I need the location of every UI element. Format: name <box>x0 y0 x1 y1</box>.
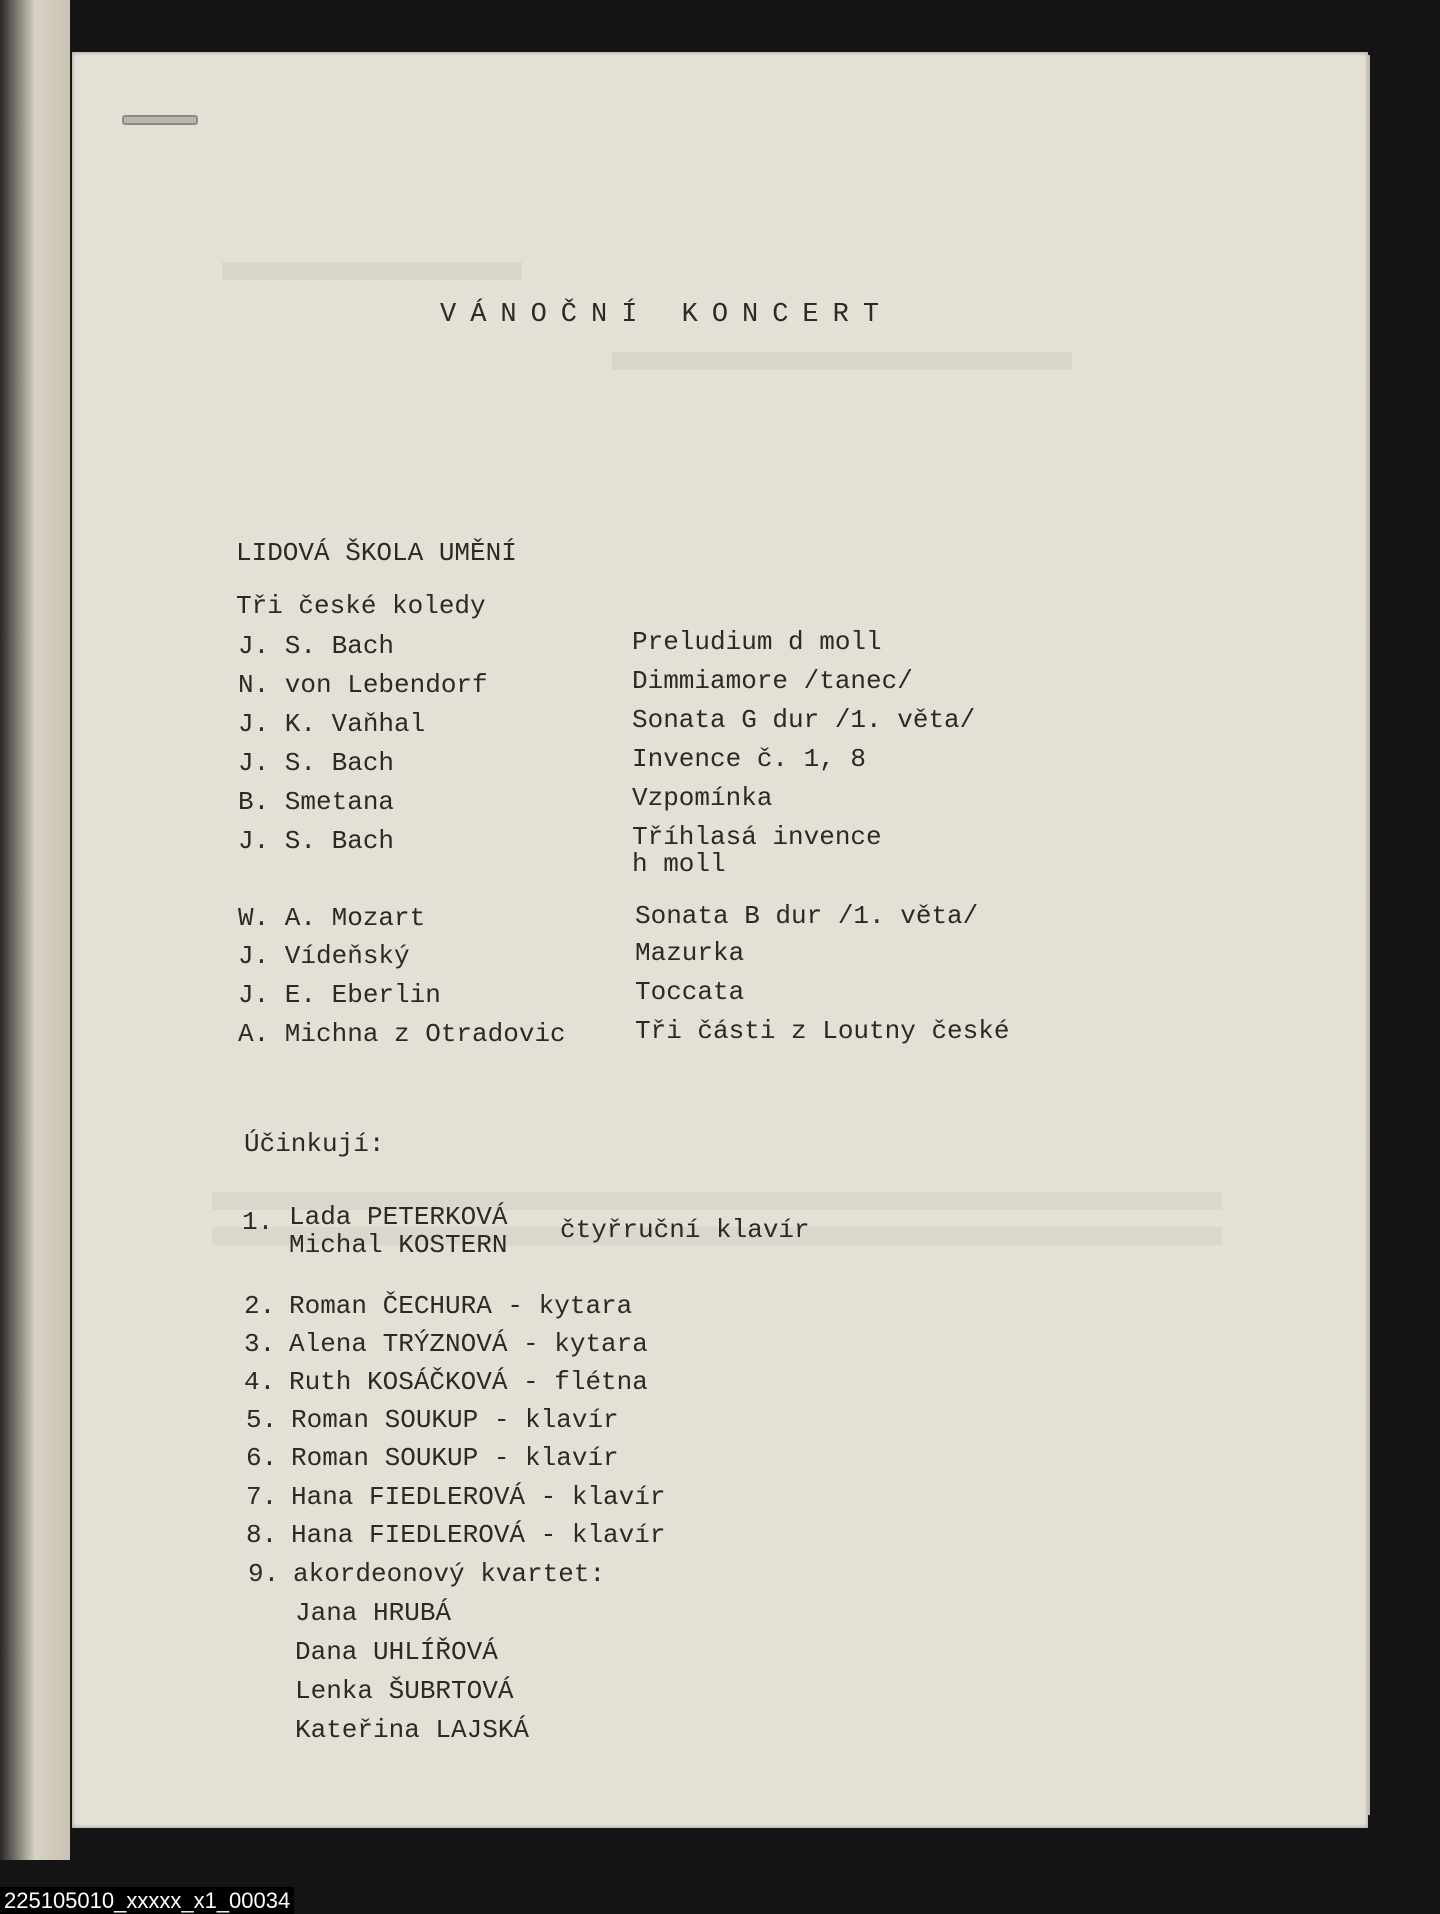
performer-instrument: čtyřruční klavír <box>560 1215 810 1245</box>
quartet-member: Lenka ŠUBRTOVÁ <box>295 1676 514 1706</box>
performer-name: Lada PETERKOVÁ <box>289 1202 508 1232</box>
piece: Dimmiamore /tanec/ <box>632 666 913 696</box>
adjacent-page-edge <box>0 0 70 1860</box>
composer: J. E. Eberlin <box>238 980 441 1010</box>
composer: N. von Lebendorf <box>238 670 488 700</box>
concert-title: VÁNOČNÍ KONCERT <box>440 300 894 330</box>
performer-number: 7. <box>246 1482 278 1512</box>
performer-entry: Roman ČECHURA - kytara <box>289 1291 633 1321</box>
performer-entry: Ruth KOSÁČKOVÁ - flétna <box>289 1367 648 1397</box>
performer-number: 6. <box>246 1443 278 1473</box>
performer-number: 4. <box>244 1367 276 1397</box>
composer: J. S. Bach <box>238 631 395 661</box>
piece: Tříhlasá invence <box>632 822 882 852</box>
composer: B. Smetana <box>238 787 395 817</box>
program-intro: Tři české koledy <box>236 591 486 621</box>
performer-entry: akordeonový kvartet: <box>293 1559 606 1589</box>
file-label: 225105010_xxxxx_x1_00034 <box>0 1887 294 1914</box>
quartet-member: Dana UHLÍŘOVÁ <box>295 1637 498 1667</box>
performer-entry: Hana FIEDLEROVÁ - klavír <box>291 1482 666 1512</box>
composer: W. A. Mozart <box>238 903 426 933</box>
composer: J. Vídeňský <box>238 941 410 971</box>
piece: Tři části z Loutny české <box>635 1016 1010 1046</box>
performer-entry: Hana FIEDLEROVÁ - klavír <box>291 1520 666 1550</box>
piece: Sonata G dur /1. věta/ <box>632 705 976 735</box>
staple <box>122 115 198 125</box>
performer-number: 3. <box>244 1329 276 1359</box>
piece: Preludium d moll <box>632 627 882 657</box>
performer-entry: Roman SOUKUP - klavír <box>291 1405 619 1435</box>
performer-entry: Roman SOUKUP - klavír <box>291 1443 619 1473</box>
performer-number: 9. <box>248 1559 280 1589</box>
performer-name: Michal KOSTERN <box>289 1230 508 1260</box>
performer-entry: Alena TRÝZNOVÁ - kytara <box>289 1329 648 1359</box>
quartet-member: Jana HRUBÁ <box>295 1598 452 1628</box>
performers-heading: Účinkují: <box>244 1129 385 1159</box>
piece-continued: h moll <box>632 849 726 879</box>
piece: Sonata B dur /1. věta/ <box>635 901 979 931</box>
bleed-through-shadow <box>612 352 1072 370</box>
performer-number: 2. <box>244 1291 276 1321</box>
piece: Mazurka <box>635 938 745 968</box>
composer: J. K. Vaňhal <box>238 709 426 739</box>
performer-number: 5. <box>246 1405 278 1435</box>
piece: Invence č. 1, 8 <box>632 744 867 774</box>
piece: Vzpomínka <box>632 783 773 813</box>
piece: Toccata <box>635 977 745 1007</box>
school-heading: LIDOVÁ ŠKOLA UMĚNÍ <box>236 538 517 568</box>
composer: J. S. Bach <box>238 748 395 778</box>
performer-number: 8. <box>246 1520 278 1550</box>
composer: J. S. Bach <box>238 826 395 856</box>
bleed-through-shadow <box>222 262 522 280</box>
performer-number: 1. <box>242 1207 274 1237</box>
document-page <box>72 52 1368 1828</box>
quartet-member: Kateřina LAJSKÁ <box>295 1715 530 1745</box>
composer: A. Michna z Otradovic <box>238 1019 566 1049</box>
